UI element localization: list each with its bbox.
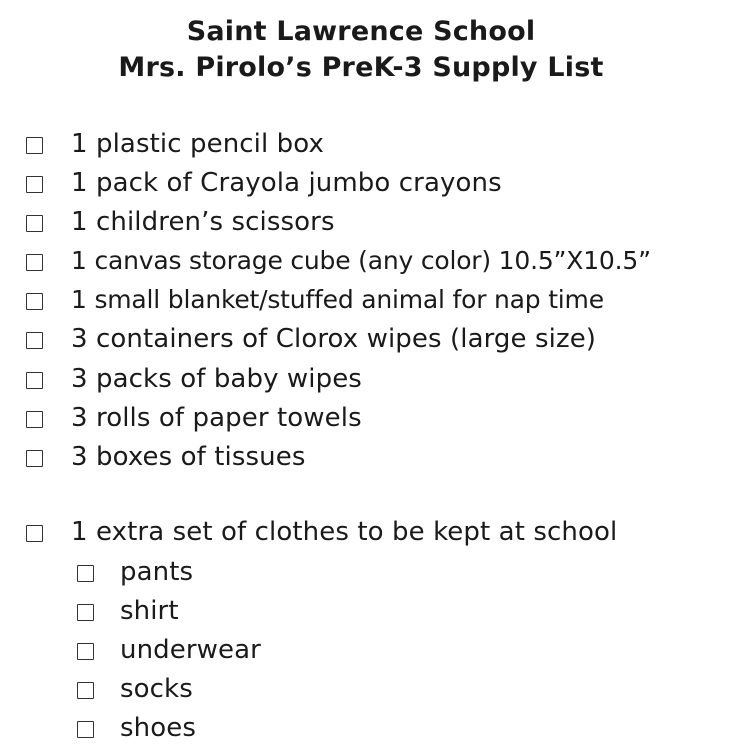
clothes-subitem-label: socks: [120, 674, 193, 704]
supply-item-label: 1 pack of Crayola jumbo crayons: [71, 168, 502, 198]
clothes-subitem-label: underwear: [120, 635, 261, 665]
supply-item[interactable]: [26, 282, 604, 318]
clothes-item-label: 1 extra set of clothes to be kept at school: [71, 517, 618, 547]
checkbox[interactable]: [77, 721, 94, 738]
clothes-subitem[interactable]: [77, 593, 179, 629]
clothes-subitem-label: shoes: [120, 713, 196, 743]
checkbox[interactable]: [26, 215, 43, 232]
clothes-subitem-label: shirt: [120, 596, 179, 626]
clothes-subitem[interactable]: [77, 671, 193, 707]
clothes-subitem-label: pants: [120, 557, 194, 587]
supply-item-label: 1 canvas storage cube (any color) 10.5”X10.5”: [71, 246, 651, 275]
supply-item[interactable]: [26, 243, 651, 279]
checkbox[interactable]: [26, 176, 43, 193]
checkbox[interactable]: [26, 137, 43, 154]
clothes-subitem[interactable]: [77, 710, 196, 746]
checkbox[interactable]: [26, 293, 43, 310]
clothes-item[interactable]: [26, 514, 617, 550]
supply-item[interactable]: [26, 321, 596, 357]
clothes-subitem[interactable]: [77, 554, 193, 590]
supply-item[interactable]: [26, 400, 362, 436]
supply-item-label: 3 boxes of tissues: [71, 442, 306, 472]
checkbox[interactable]: [26, 450, 43, 467]
supply-item[interactable]: [26, 361, 362, 397]
supply-item[interactable]: [26, 204, 335, 240]
supply-item-label: 3 containers of Clorox wipes (large size): [71, 324, 597, 354]
supply-item-label: 3 rolls of paper towels: [71, 403, 362, 433]
checkbox[interactable]: [77, 565, 94, 582]
list-title: Mrs. Pirolo’s PreK-3 Supply List: [118, 52, 604, 83]
checkbox[interactable]: [77, 604, 94, 621]
supply-item-label: 3 packs of baby wipes: [71, 364, 362, 394]
checkbox[interactable]: [77, 643, 94, 660]
supply-item-label: 1 children’s scissors: [71, 207, 335, 237]
checkbox[interactable]: [26, 254, 43, 271]
clothes-subitem[interactable]: [77, 632, 261, 668]
supply-item-label: 1 plastic pencil box: [71, 129, 324, 159]
checkbox[interactable]: [26, 525, 43, 542]
supply-item[interactable]: [26, 165, 502, 201]
supply-item-label: 1 small blanket/stuffed animal for nap time: [71, 285, 604, 314]
checkbox[interactable]: [26, 372, 43, 389]
school-name: Saint Lawrence School: [186, 16, 536, 47]
checkbox[interactable]: [26, 411, 43, 428]
supply-item[interactable]: [26, 439, 305, 475]
checkbox[interactable]: [26, 332, 43, 349]
document-header: [0, 14, 722, 86]
supply-item[interactable]: [26, 126, 324, 162]
checkbox[interactable]: [77, 682, 94, 699]
